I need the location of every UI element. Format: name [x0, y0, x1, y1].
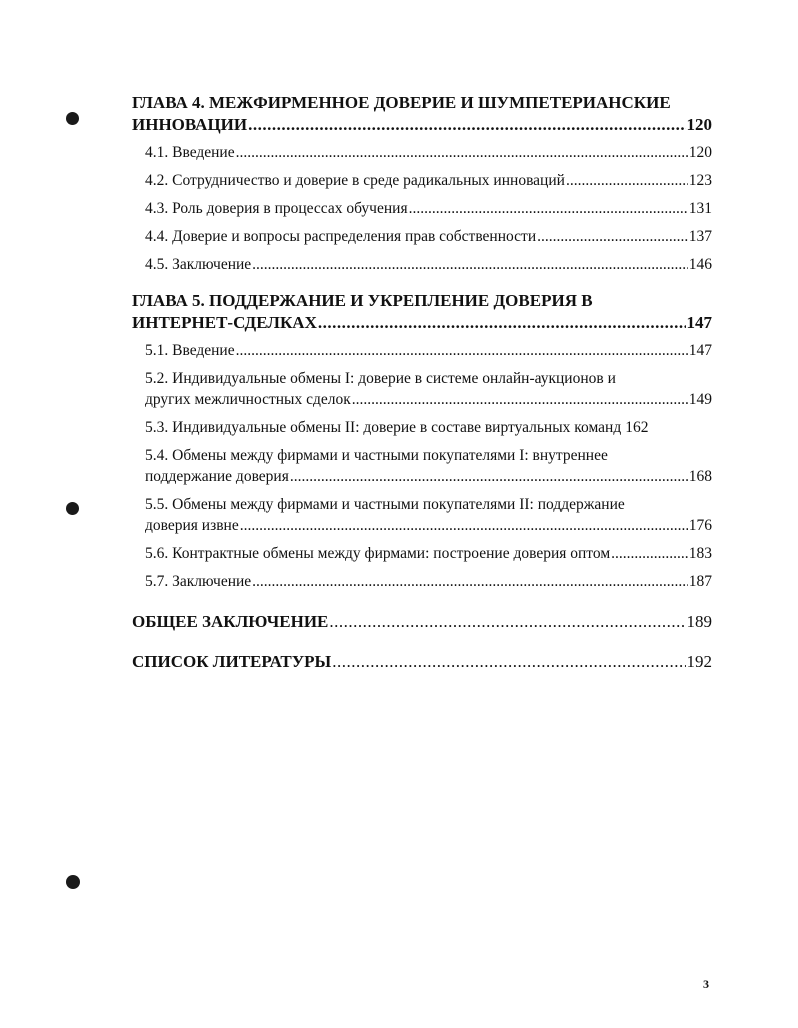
- toc-entry-5-4[interactable]: [145, 445, 712, 487]
- punch-hole-mark-middle: [66, 502, 79, 515]
- chapter-4-block: [132, 92, 712, 275]
- toc-entry-page: 123: [688, 172, 712, 189]
- toc-entry-text: ОБЩЕЕ ЗАКЛЮЧЕНИЕ: [132, 612, 329, 631]
- leader-dots: [409, 198, 688, 219]
- toc-entry-text: 4.4. Доверие и вопросы распределения прав собственности: [145, 228, 537, 245]
- leader-dots: [248, 114, 685, 136]
- chapter-5-title[interactable]: [132, 290, 712, 334]
- toc-entry-text: СПИСОК ЛИТЕРАТУРЫ: [132, 652, 332, 671]
- toc-entry-page: 137: [688, 228, 712, 245]
- toc-entry-page: 149: [688, 391, 712, 408]
- chapter-4-sections: [145, 142, 712, 275]
- toc-entry-page: 120: [688, 144, 712, 161]
- toc-entry-5-7[interactable]: [145, 571, 712, 592]
- leader-dots: [252, 254, 688, 275]
- toc-entry-page: 147: [688, 342, 712, 359]
- toc-entry-conclusion[interactable]: [132, 611, 712, 633]
- toc-entry-4-5[interactable]: [145, 254, 712, 275]
- chapter-4-page: 120: [686, 115, 712, 134]
- toc-entry-text: 5.3. Индивидуальные обмены II: доверие в составе виртуальных команд: [145, 419, 622, 436]
- toc-entry-text: доверия извне: [145, 517, 239, 534]
- leader-dots: [240, 515, 688, 536]
- toc-entry-text: 5.6. Контрактные обмены между фирмами: построение доверия оптом: [145, 545, 611, 562]
- punch-hole-mark-bottom: [66, 875, 80, 889]
- toc-entry-page: 183: [688, 545, 712, 562]
- toc-entry-references[interactable]: [132, 651, 712, 673]
- toc-entry-text: других межличностных сделок: [145, 391, 351, 408]
- toc-entry-text: 4.3. Роль доверия в процессах обучения: [145, 200, 408, 217]
- leader-dots: [318, 312, 686, 334]
- toc-entry-5-5[interactable]: [145, 494, 712, 536]
- chapter-4-title-line2: [132, 114, 712, 136]
- chapter-4-title-text: ИННОВАЦИИ: [132, 115, 248, 134]
- toc-entry-text: поддержание доверия: [145, 468, 289, 485]
- chapter-4-title[interactable]: [132, 92, 712, 136]
- toc-entry-page: 146: [688, 256, 712, 273]
- chapter-5-block: [132, 290, 712, 592]
- toc-entry-text: 4.1. Введение: [145, 144, 235, 161]
- chapter-5-sections: [145, 340, 712, 592]
- table-of-contents: [132, 92, 712, 673]
- toc-entry-4-2[interactable]: [145, 170, 712, 191]
- toc-entry-page: 168: [688, 468, 712, 485]
- toc-entry-text-line1: 5.5. Обмены между фирмами и частными покупателями II: поддержание: [145, 496, 625, 513]
- chapter-4-title-line1: ГЛАВА 4. МЕЖФИРМЕННОЕ ДОВЕРИЕ И ШУМПЕТЕРИАНСКИЕ: [132, 93, 671, 112]
- toc-entry-text-line1: 5.2. Индивидуальные обмены I: доверие в системе онлайн-аукционов и: [145, 370, 616, 387]
- leader-dots: [329, 611, 685, 633]
- chapter-5-title-line2: [132, 312, 712, 334]
- leader-dots: [252, 571, 688, 592]
- chapter-5-title-text: ИНТЕРНЕТ-СДЕЛКАХ: [132, 313, 317, 332]
- toc-entry-5-2[interactable]: [145, 368, 712, 410]
- toc-entry-page: 162: [625, 419, 649, 436]
- toc-entry-text: 5.1. Введение: [145, 342, 235, 359]
- leader-dots: [537, 226, 688, 247]
- leader-dots: [290, 466, 688, 487]
- toc-entry-page: 187: [688, 573, 712, 590]
- toc-entry-text: 4.5. Заключение: [145, 256, 252, 273]
- leader-dots: [352, 389, 688, 410]
- toc-entry-5-6[interactable]: [145, 543, 712, 564]
- toc-entry-page: 176: [688, 517, 712, 534]
- toc-entry-text: 4.2. Сотрудничество и доверие в среде радикальных инноваций: [145, 172, 565, 189]
- toc-entry-4-3[interactable]: [145, 198, 712, 219]
- punch-hole-mark-top: [66, 112, 79, 125]
- leader-dots: [611, 543, 688, 564]
- toc-entry-text: 5.7. Заключение: [145, 573, 252, 590]
- toc-entry-page: 189: [686, 612, 712, 631]
- leader-dots: [236, 142, 688, 163]
- leader-dots: [236, 340, 688, 361]
- leader-dots: [332, 651, 685, 673]
- page-number: 3: [703, 977, 709, 991]
- toc-entry-page: 131: [688, 200, 712, 217]
- chapter-5-page: 147: [686, 313, 712, 332]
- toc-entry-5-1[interactable]: [145, 340, 712, 361]
- toc-entry-page: 192: [686, 652, 712, 671]
- toc-entry-4-1[interactable]: [145, 142, 712, 163]
- toc-entry-5-3[interactable]: [145, 417, 712, 438]
- toc-entry-4-4[interactable]: [145, 226, 712, 247]
- toc-entry-text-line1: 5.4. Обмены между фирмами и частными покупателями I: внутреннее: [145, 447, 608, 464]
- chapter-5-title-line1: ГЛАВА 5. ПОДДЕРЖАНИЕ И УКРЕПЛЕНИЕ ДОВЕРИЯ В: [132, 291, 593, 310]
- leader-dots: [566, 170, 688, 191]
